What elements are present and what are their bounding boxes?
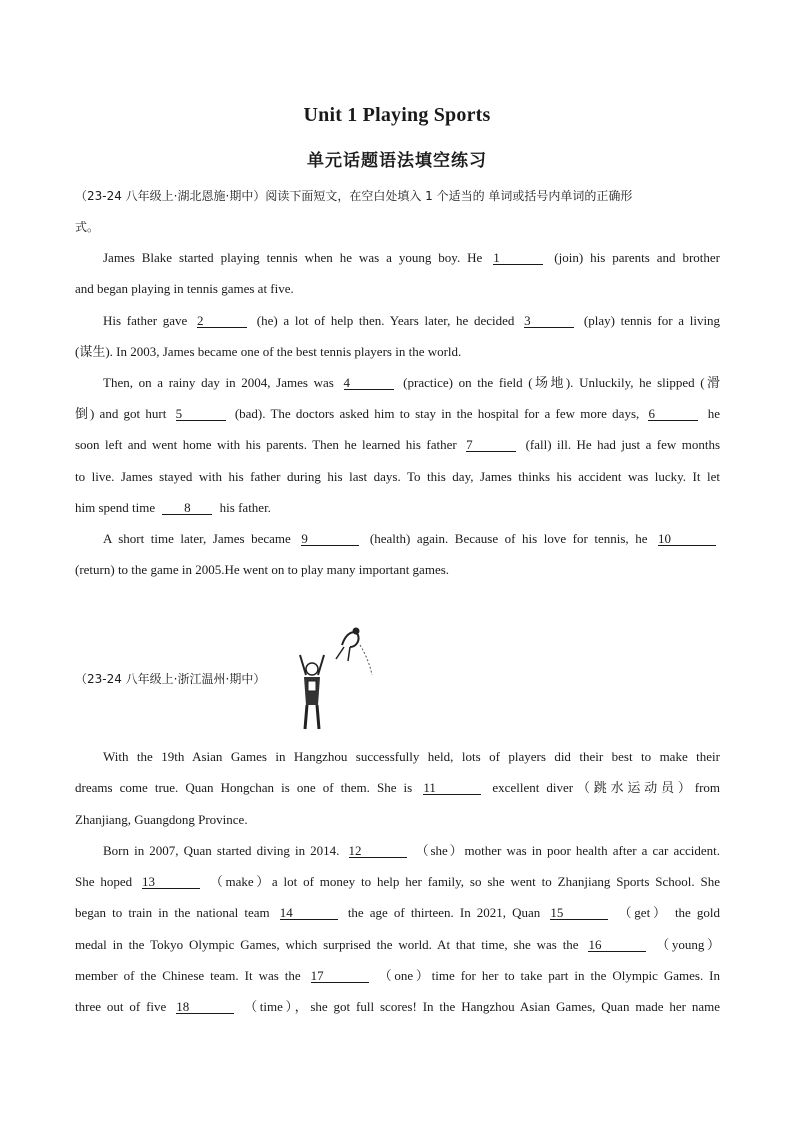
- text: (health) again. Because of his love for tennis, he: [369, 531, 648, 546]
- blank-5[interactable]: 5: [176, 407, 226, 421]
- blank-7[interactable]: 7: [466, 438, 516, 452]
- passage2-line: [75, 968, 720, 984]
- text: (he) a lot of help then. Years later, he decided: [256, 313, 515, 328]
- text: （time），she got full scores! In the Hangzhou Asian Games, Quan made her name: [244, 999, 721, 1014]
- blank-11[interactable]: 11: [423, 781, 481, 795]
- passage1-line: [75, 531, 720, 547]
- text: his father.: [219, 500, 271, 515]
- text: medal in the Tokyo Olympic Games, which surprised the world. At that time, she was the: [75, 937, 579, 952]
- blank-16[interactable]: 16: [588, 938, 646, 952]
- text: （she）mother was in poor health after a car accident.: [415, 843, 721, 858]
- text: Born in 2007, Quan started diving in 2014.: [103, 843, 340, 858]
- text: (谋生). In 2003, James became one of the best tennis players in the world.: [75, 344, 462, 359]
- blank-2[interactable]: 2: [197, 314, 247, 328]
- text: （get） the gold: [618, 905, 721, 920]
- blank-10[interactable]: 10: [658, 532, 716, 546]
- page-title: Unit 1 Playing Sports: [303, 104, 491, 126]
- page-subtitle: 单元话题语法填空练习: [307, 151, 487, 171]
- passage1-line: [75, 344, 720, 360]
- passage1-line: [75, 375, 720, 391]
- text: the age of thirteen. In 2021, Quan: [347, 905, 541, 920]
- blank-18[interactable]: 18: [176, 1000, 234, 1014]
- text: three out of five: [75, 999, 167, 1014]
- text: Zhanjiang, Guangdong Province.: [75, 812, 248, 827]
- text: (fall) ill. He had just a few months: [525, 437, 721, 452]
- text: he: [707, 406, 720, 421]
- passage1-line: [75, 500, 720, 516]
- text: (practice) on the field (场地). Unluckily, he slipped (滑: [403, 375, 721, 390]
- passage1-line: [75, 313, 720, 329]
- text: （make）a lot of money to help her family, so she went to Zhanjiang Sports School. She: [209, 874, 721, 889]
- blank-3[interactable]: 3: [524, 314, 574, 328]
- text: (bad). The doctors asked him to stay in the hospital for a few more days,: [234, 406, 640, 421]
- text: Then, on a rainy day in 2004, James was: [103, 375, 334, 390]
- passage2-line: [75, 999, 720, 1015]
- text: dreams come true. Quan Hongchan is one of them. She is: [75, 780, 413, 795]
- blank-4[interactable]: 4: [344, 376, 394, 390]
- passage2-line: [75, 874, 720, 890]
- text: (play) tennis for a living: [583, 313, 721, 328]
- text: With the 19th Asian Games in Hangzhou successfully held, lots of players did their best to make their: [103, 749, 720, 764]
- passage2-line: [75, 843, 720, 859]
- passage2-line: [75, 749, 720, 765]
- passage2-line: [75, 937, 720, 953]
- passage1-line: [75, 281, 720, 297]
- text: excellent diver（跳水运动员）from: [492, 780, 721, 795]
- diver-illustration: [290, 625, 380, 735]
- blank-13[interactable]: 13: [142, 875, 200, 889]
- blank-8[interactable]: 8: [162, 501, 212, 515]
- passage1-line: [75, 250, 720, 266]
- blank-17[interactable]: 17: [311, 969, 369, 983]
- blank-6[interactable]: 6: [648, 407, 698, 421]
- text: and began playing in tennis games at five.: [75, 281, 294, 296]
- text: James Blake started playing tennis when he was a young boy. He: [103, 250, 483, 265]
- passage1-line: [75, 469, 720, 485]
- passage2-line: [75, 780, 720, 796]
- passage1-line: [75, 562, 720, 578]
- text: 倒) and got hurt: [75, 406, 167, 421]
- passage1-line: [75, 406, 720, 422]
- blank-12[interactable]: 12: [349, 844, 407, 858]
- passage1-line: [75, 437, 720, 453]
- text: him spend time: [75, 500, 156, 515]
- text: （one）time for her to take part in the Olympic Games. In: [378, 968, 721, 983]
- text: began to train in the national team: [75, 905, 270, 920]
- text: (join) his parents and brother: [554, 250, 721, 265]
- text: A short time later, James became: [103, 531, 291, 546]
- passage2-line: [75, 812, 720, 828]
- blank-1[interactable]: 1: [493, 251, 543, 265]
- section1-source-line2: 式。: [75, 220, 100, 234]
- text: soon left and went home with his parents. Then he learned his father: [75, 437, 457, 452]
- text: (return) to the game in 2005.He went on to play many important games.: [75, 562, 450, 577]
- text: His father gave: [103, 313, 188, 328]
- text: member of the Chinese team. It was the: [75, 968, 301, 983]
- section1-source-line1: （23-24 八年级上·湖北恩施·期中）阅读下面短文，在空白处填入 1 个适当的 单词或括号内单词的正确形: [75, 189, 633, 203]
- text: （young）: [656, 937, 720, 952]
- blank-15[interactable]: 15: [550, 906, 608, 920]
- text: She hoped: [75, 874, 133, 889]
- text: to live. James stayed with his father during his last days. To this day, James thinks his accident was lucky. It let: [75, 469, 720, 484]
- section2-source: （23-24 八年级上·浙江温州·期中）: [75, 672, 266, 686]
- blank-14[interactable]: 14: [280, 906, 338, 920]
- blank-9[interactable]: 9: [301, 532, 359, 546]
- passage2-line: [75, 905, 720, 921]
